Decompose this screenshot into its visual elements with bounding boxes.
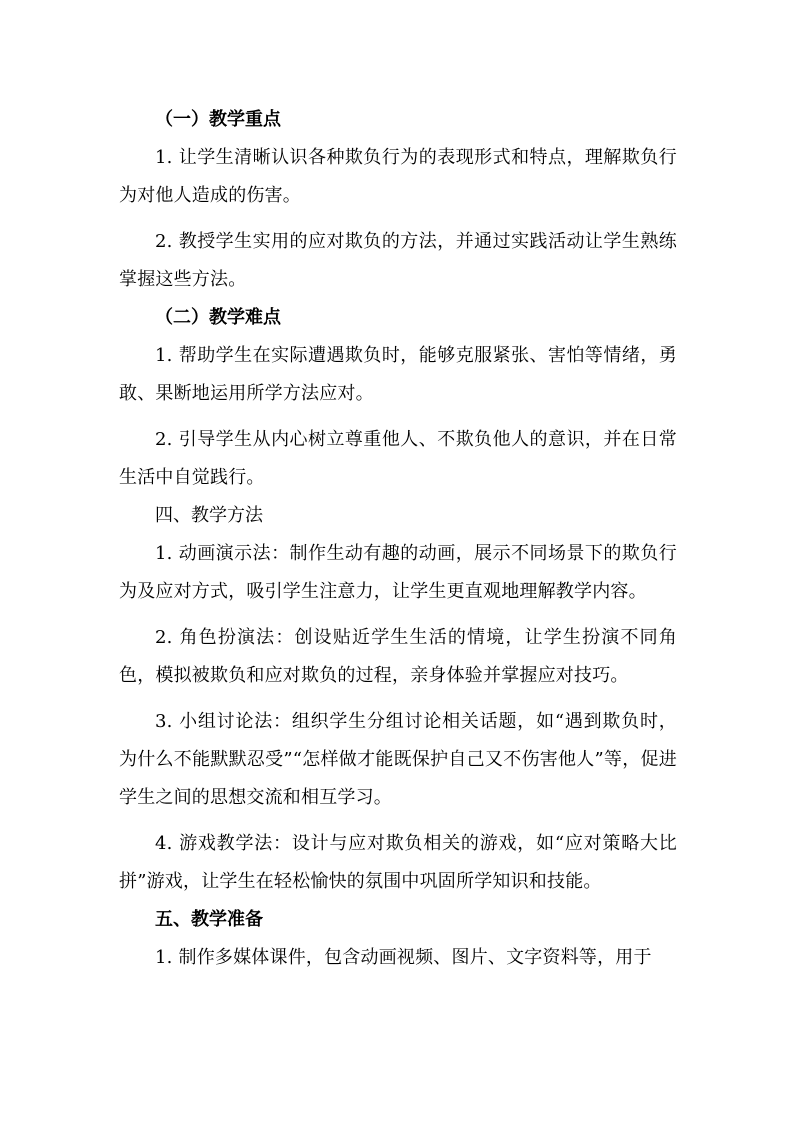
paragraph-method-3: 3. 小组讨论法：组织学生分组讨论相关话题，如“遇到欺负时，为什么不能默默忍受”“怎样做才能既保护自己又不伤害他人”等，促进学生之间的思想交流和相互学习。 — [119, 711, 677, 808]
heading-teaching-methods: 四、教学方法 — [155, 505, 263, 526]
heading-teaching-difficulty: （二）教学难点 — [155, 307, 281, 328]
paragraph-difficulty-1: 1. 帮助学生在实际遭遇欺负时，能够克服紧张、害怕等情绪，勇敢、果断地运用所学方法应对。 — [119, 345, 677, 404]
paragraph-preparation-1: 1. 制作多媒体课件，包含动画视频、图片、文字资料等，用于 — [155, 947, 652, 968]
paragraph-method-1: 1. 动画演示法：制作生动有趣的动画，展示不同场景下的欺负行为及应对方式，吸引学生注意力，让学生更直观地理解教学内容。 — [119, 543, 677, 602]
heading-teaching-focus: （一）教学重点 — [155, 109, 281, 130]
heading-teaching-preparation: 五、教学准备 — [155, 909, 263, 930]
paragraph-focus-2: 2. 教授学生实用的应对欺负的方法，并通过实践活动让学生熟练掌握这些方法。 — [119, 231, 677, 290]
paragraph-difficulty-2: 2. 引导学生从内心树立尊重他人、不欺负他人的意识，并在日常生活中自觉践行。 — [119, 429, 677, 488]
paragraph-focus-1: 1. 让学生清晰认识各种欺负行为的表现形式和特点，理解欺负行为对他人造成的伤害。 — [119, 147, 677, 206]
paragraph-method-4: 4. 游戏教学法：设计与应对欺负相关的游戏，如“应对策略大比拼”游戏，让学生在轻松愉快的氛围中巩固所学知识和技能。 — [119, 833, 677, 892]
document-body — [119, 101, 677, 977]
paragraph-method-2: 2. 角色扮演法：创设贴近学生生活的情境，让学生扮演不同角色，模拟被欺负和应对欺负的过程，亲身体验并掌握应对技巧。 — [119, 627, 677, 686]
